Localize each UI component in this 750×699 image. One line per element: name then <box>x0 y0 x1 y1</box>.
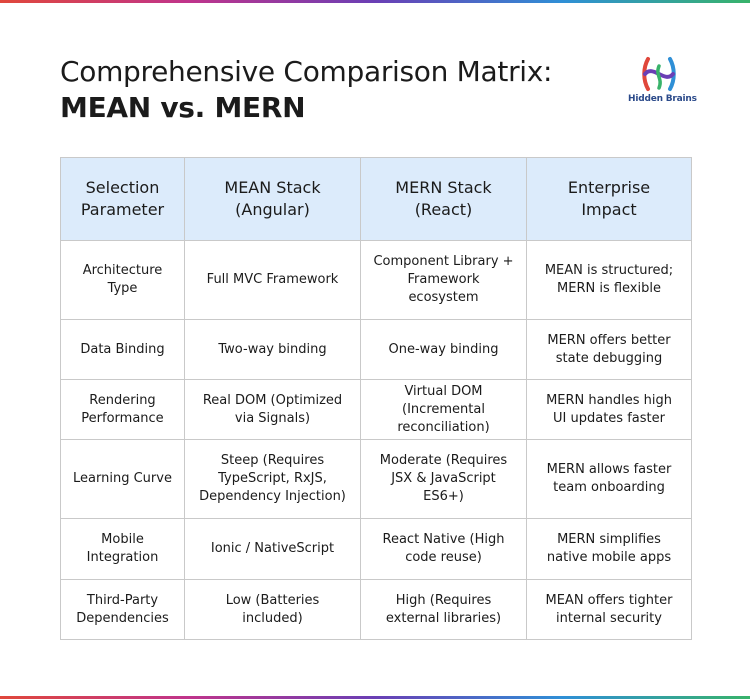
table-row <box>61 580 692 640</box>
cell-parameter: Third-Party Dependencies <box>61 580 185 640</box>
cell-mern: Moderate (Requires JSX & JavaScript ES6+) <box>361 440 527 519</box>
cell-impact: MEAN is structured; MERN is flexible <box>527 241 692 320</box>
hidden-brains-logo-icon <box>639 56 679 92</box>
cell-mean: Low (Batteries included) <box>185 580 361 640</box>
cell-mern: One-way binding <box>361 320 527 380</box>
cell-parameter: Mobile Integration <box>61 519 185 580</box>
cell-parameter: Data Binding <box>61 320 185 380</box>
cell-mean: Steep (Requires TypeScript, RxJS, Dependency Injection) <box>185 440 361 519</box>
cell-mern: Component Library + Framework ecosystem <box>361 241 527 320</box>
table-row <box>61 241 692 320</box>
page-title <box>60 54 552 126</box>
table-row <box>61 440 692 519</box>
comparison-table <box>60 157 692 640</box>
cell-impact: MERN simplifies native mobile apps <box>527 519 692 580</box>
cell-mern: React Native (High code reuse) <box>361 519 527 580</box>
cell-impact: MERN handles high UI updates faster <box>527 380 692 440</box>
header-mern-stack: MERN Stack (React) <box>361 158 527 241</box>
logo-text: Hidden Brains <box>628 94 697 104</box>
table-row <box>61 519 692 580</box>
title-line-1: Comprehensive Comparison Matrix: <box>60 55 553 88</box>
cell-impact: MERN allows faster team onboarding <box>527 440 692 519</box>
cell-impact: MEAN offers tighter internal security <box>527 580 692 640</box>
cell-impact: MERN offers better state debugging <box>527 320 692 380</box>
top-gradient-bar <box>0 0 750 3</box>
cell-parameter: Rendering Performance <box>61 380 185 440</box>
cell-mean: Ionic / NativeScript <box>185 519 361 580</box>
brand-logo <box>628 56 697 112</box>
cell-mean: Full MVC Framework <box>185 241 361 320</box>
header-mean-stack: MEAN Stack (Angular) <box>185 158 361 241</box>
cell-mern: Virtual DOM (Incremental reconciliation) <box>361 380 527 440</box>
table-row <box>61 380 692 440</box>
table-header-row <box>61 158 692 241</box>
cell-parameter: Architecture Type <box>61 241 185 320</box>
header-selection-parameter: Selection Parameter <box>61 158 185 241</box>
table-row <box>61 320 692 380</box>
cell-mern: High (Requires external libraries) <box>361 580 527 640</box>
cell-parameter: Learning Curve <box>61 440 185 519</box>
header-enterprise-impact: Enterprise Impact <box>527 158 692 241</box>
title-line-2: MEAN vs. MERN <box>60 91 306 124</box>
cell-mean: Two-way binding <box>185 320 361 380</box>
cell-mean: Real DOM (Optimized via Signals) <box>185 380 361 440</box>
